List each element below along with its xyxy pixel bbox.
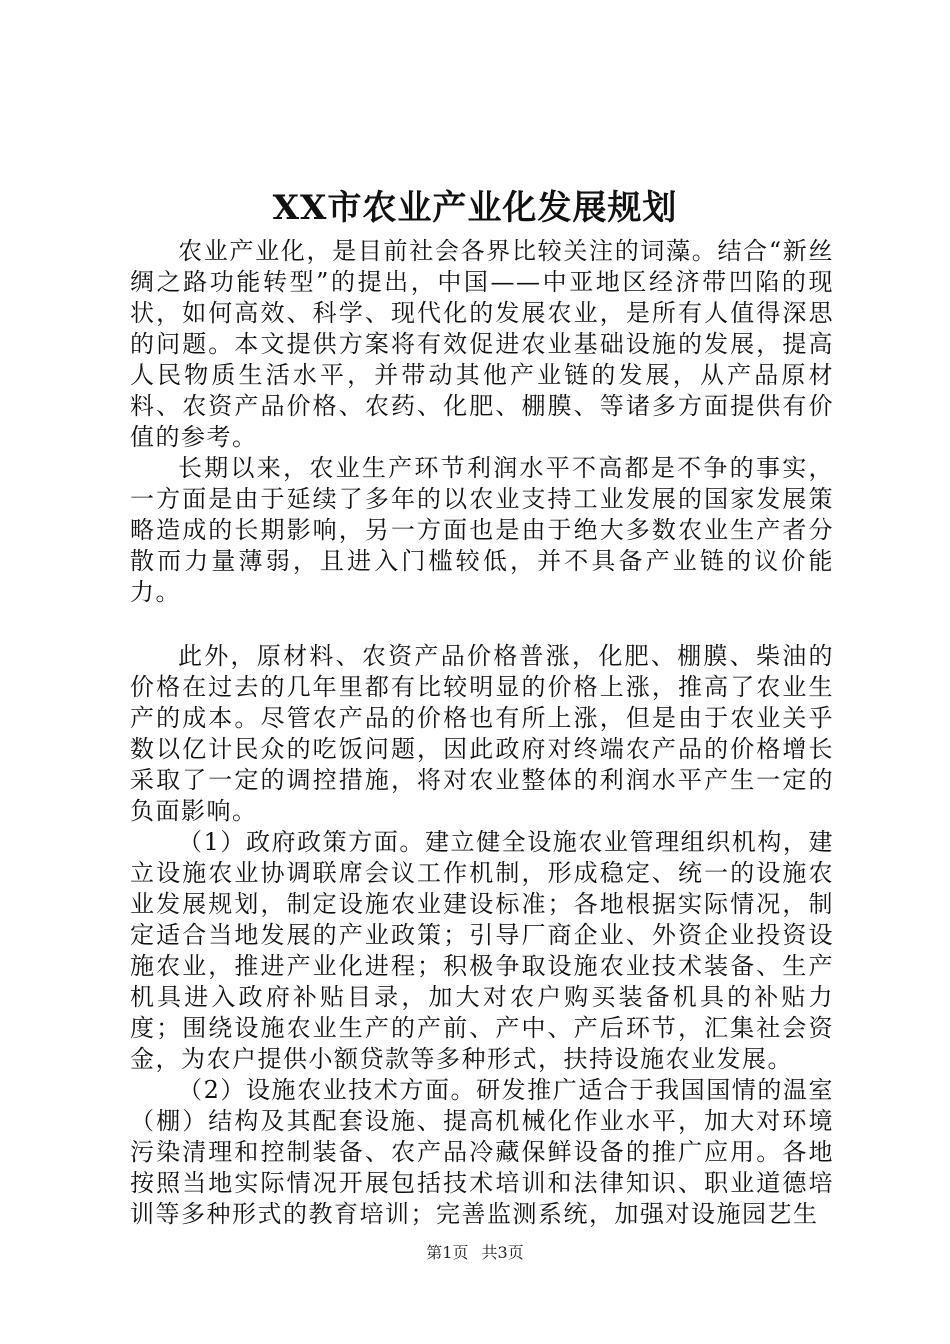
- document-title: XX市农业产业化发展规划: [272, 188, 678, 228]
- paragraph-intro: 农业产业化，是目前社会各界比较关注的词藻。结合“新丝绸之路功能转型”的提出，中国——中亚地区经济带凹陷的现状，如何高效、科学、现代化的发展农业，是所有人值得深思的问题。本文提供方案将有效促进农业基础设施的发展，提高人民物质生活水平，并带动其他产业链的发展，从产品原材料、农资产品价格、农药、化肥、棚膜、等诸多方面提供有价值的参考。: [130, 237, 834, 451]
- paragraph-profit: 长期以来，农业生产环节利润水平不高都是不争的事实，一方面是由于延续了多年的以农业支持工业发展的国家发展策略造成的长期影响，另一方面也是由于绝大多数农业生产者分散而力量薄弱，且进入门槛较低，并不具备产业链的议价能力。: [130, 454, 834, 606]
- page-number: 第1页: [426, 1243, 469, 1262]
- page-footer: [0, 1242, 950, 1264]
- paragraph-policy: （1）政府政策方面。建立健全设施农业管理组织机构，建立设施农业协调联席会议工作机制，形成稳定、统一的设施农业发展规划，制定设施农业建设标准；各地根据实际情况，制定适合当地发展的产业政策；引导厂商企业、外资企业投资设施农业，推进产业化进程；积极争取设施农业技术装备、生产机具进入政府补贴目录，加大对农户购买装备机具的补贴力度；围绕设施农业生产的产前、产中、产后环节，汇集社会资金，为农户提供小额贷款等多种形式，扶持设施农业发展。: [130, 828, 834, 1073]
- page-total: 共3页: [481, 1243, 524, 1262]
- paragraph-technology: （2）设施农业技术方面。研发推广适合于我国国情的温室（棚）结构及其配套设施、提高机械化作业水平，加大对环境污染清理和控制装备、农产品冷藏保鲜设备的推广应用。各地按照当地实际情况开展包括技术培训和法律知识、职业道德培训等多种形式的教育培训；完善监测系统，加强对设施园艺生: [130, 1076, 834, 1228]
- document-body: [130, 236, 834, 1230]
- paragraph-costs: 此外，原材料、农资产品价格普涨，化肥、棚膜、柴油的价格在过去的几年里都有比较明显的价格上涨，推高了农业生产的成本。尽管农产品的价格也有所上涨，但是由于农业关乎数以亿计民众的吃饭问题，因此政府对终端农产品的价格增长采取了一定的调控措施，将对农业整体的利润水平产生一定的负面影响。: [130, 642, 834, 825]
